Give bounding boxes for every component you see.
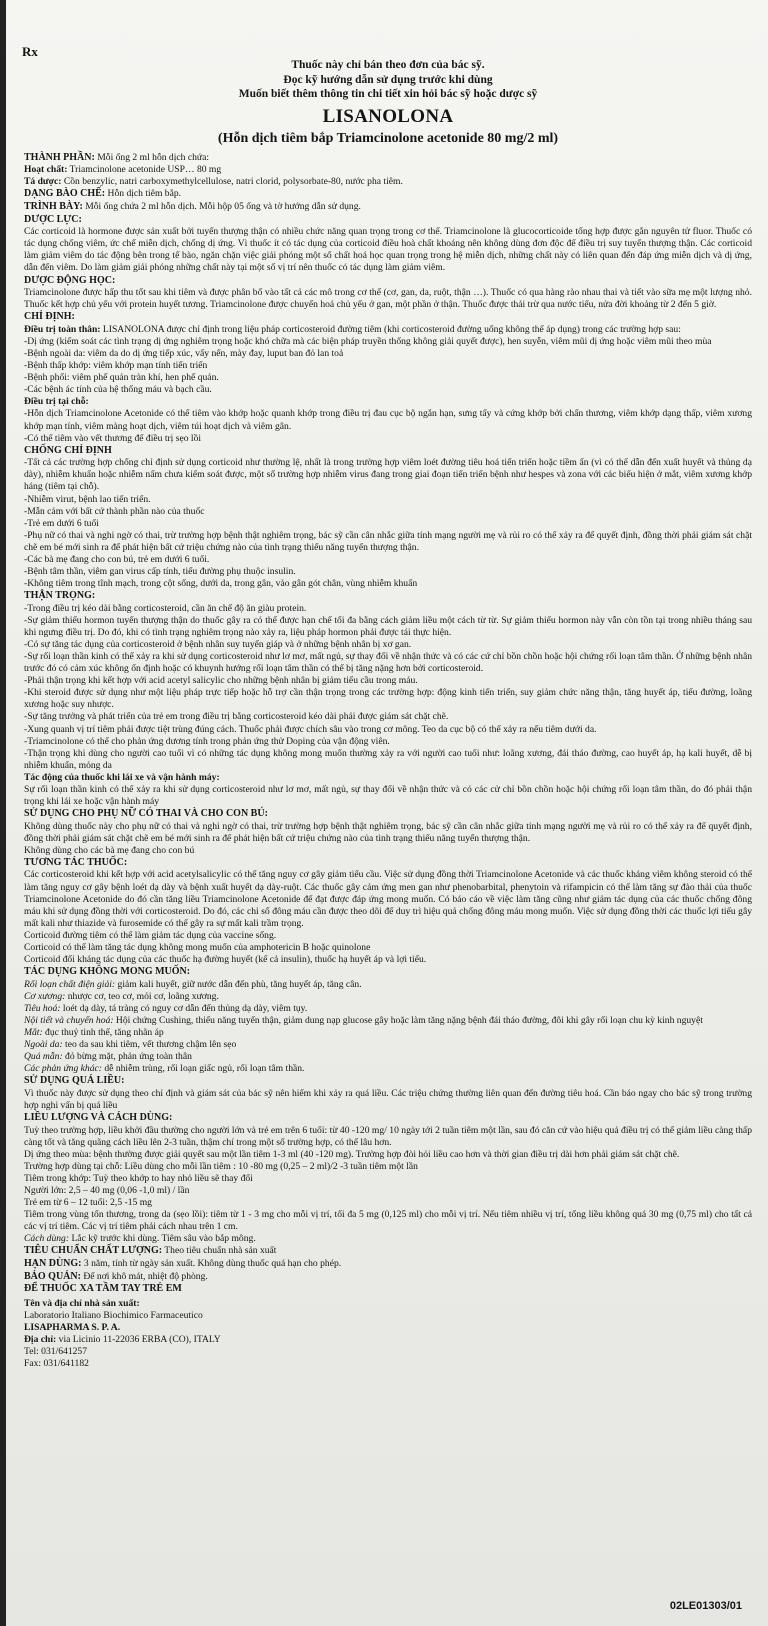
heading-precautions: THẬN TRỌNG: xyxy=(24,590,96,602)
dosage-form: DẠNG BÀO CHẾ: Hỗn dịch tiêm bắp. xyxy=(24,188,182,200)
heading-indications: CHỈ ĐỊNH: xyxy=(24,311,75,323)
heading-pharmacodynamics: DƯỢC LỰC: xyxy=(24,213,82,225)
presentation: TRÌNH BÀY: Mỗi ống chứa 2 ml hỗn dịch. Mỗi hộp 05 ống và tờ hướng dẫn sử dụng. xyxy=(24,201,361,213)
quality-standard: TIÊU CHUẨN CHẤT LƯỢNG: Theo tiêu chuẩn nhà sản xuất xyxy=(24,1245,277,1257)
composition: THÀNH PHẦN: Mỗi ống 2 ml hỗn dịch chứa: xyxy=(24,151,210,163)
product-name: LISANOLONA xyxy=(322,106,454,128)
heading-driving: Tác động của thuốc khi lái xe và vận hành máy: xyxy=(24,771,220,783)
heading-contraindications: CHỐNG CHỈ ĐỊNH xyxy=(24,444,112,456)
expiry: HẠN DÙNG: 3 năm, tính từ ngày sản xuất. Không dùng thuốc quá hạn cho phép. xyxy=(24,1258,342,1270)
heading-interactions: TƯƠNG TÁC THUỐC: xyxy=(24,856,128,868)
heading-pregnancy: SỬ DỤNG CHO PHỤ NỮ CÓ THAI VÀ CHO CON BÚ: xyxy=(24,808,268,820)
left-edge-bar xyxy=(0,0,6,1626)
storage: BẢO QUẢN: Để nơi khô mát, nhiệt độ phòng. xyxy=(24,1270,208,1282)
manufacturer-block: Tên và địa chỉ nhà sản xuất: Laboratorio Italiano Biochimico Farmaceutico LISAPHARMA S. P. A. Địa chỉ: via Licinio 11-22036 ERBA (CO), ITALY Tel: 031/641257 Fax: 031/641182 xyxy=(24,1297,221,1370)
heading-side-effects: TÁC DỤNG KHÔNG MONG MUỐN: xyxy=(24,966,191,978)
prescription-notice: Thuốc này chỉ bán theo đơn của bác sỹ. Đọc kỹ hướng dẫn sử dụng trước khi dùng Muốn biết thêm thông tin chi tiết xin hỏi bác sỹ hoặc dược sỹ xyxy=(238,59,538,101)
rx-symbol: Rx xyxy=(22,44,38,59)
heading-dosage: LIỀU LƯỢNG VÀ CÁCH DÙNG: xyxy=(24,1112,173,1124)
product-subtitle: (Hỗn dịch tiêm bắp Triamcinolone acetonide 80 mg/2 ml) xyxy=(217,131,559,147)
heading-overdose: SỬ DỤNG QUÁ LIỀU: xyxy=(24,1075,125,1087)
document-code: 02LE01303/01 xyxy=(669,1600,742,1613)
heading-pharmacokinetics: DƯỢC ĐỘNG HỌC: xyxy=(24,274,116,286)
leaflet-body: THÀNH PHẦN: Mỗi ống 2 ml hỗn dịch chứa: Hoạt chất: Triamcinolone acetonide USP… 80 mg Tá dược: Cồn benzylic, natri carboxymethylcellulose, natri clorid, polysorbate-80, nước pha tiêm. DẠNG BÀO CHẾ: Hỗn dịch tiêm bắp. TRÌNH BÀY: Mỗi ống chứa 2 ml hỗn dịch. Mỗi hộp 05 ống và tờ hướng dẫn sử dụng. DƯỢC LỰC: Các corticoid là hormone được sản xuất bởi tuyến thượng thận có nhiều chức năng quan trọng trong cơ thể. Triamcinolone là glucocorticoide tổng hợp được gắn nguyên tử fluor. Thuốc có tác dụng chống viêm, ức chế miễn dịch, chống dị ứng. Vì thuốc ít có tác dụng của corticoid điều hoà chất khoáng nên không dùng đơn độc để điều trị suy tuyến thượng thận. Các corticoid làm giảm viêm do tác động bên trong tế bào, ngăn chặn việc giải phóng một số chất hoá học quan trọng trong hệ miễn dịch, những chất này có liên quan đến đáp ứng miễn dịch và dị ứng, dẫn đến viêm. Do làm giảm giải phóng những chất này tại một số vị trí nên thuốc có tác dụng làm giảm viêm. DƯỢC ĐỘNG HỌC: Triamcinolone được hấp thu tốt sau khi tiêm và được phân bố vào tất cả các mô trong cơ thể (cơ, gan, da, ruột, thận …). Thuốc có qua hàng rào nhau thai và tiết vào sữa mẹ một lượng nhỏ. Thuốc kết hợp chủ yếu với protein huyết tương. Triamcinolone được chuyển hoá chủ yếu ở gan, một phần ở thận. Thuốc được thải trừ qua nước tiểu, nửa đời khoảng từ 2 đến 5 giờ. CHỈ ĐỊNH: Điều trị toàn thân: LISANOLONA được chỉ định trong liệu pháp corticosteroid đường tiêm (khi corticosteroid đường uống không thể áp dụng) trong các trường hợp sau: -Dị ứng (kiểm soát các tình trạng dị ứng nghiêm trọng hoặc khó chữa mà các biện pháp truyền thống không giải quyết được), hen suyễn, viêm mũi dị ứng hoặc viêm mũi theo mùa -Bệnh ngoài da: viêm da do dị ứng tiếp xúc, vẩy nến, mày đay, luput ban đỏ lan toả -Bệnh thấp khớp: viêm khớp mạn tính tiến triển -Bệnh phổi: viêm phế quản tràn khí, hen phế quản. -Các bệnh ác tính của hệ thống máu và bạch cầu. Điều trị tại chỗ: -Hỗn dịch Triamcinolone Acetonide có thể tiêm vào khớp hoặc quanh khớp trong điều trị đau cục bộ ngắn hạn, sưng tấy và cứng khớp bởi chấn thương, viêm khớp dạng thấp, viêm xương khớp mạn tính, viêm màng hoạt dịch, viêm túi hoạt dịch và viêm gân. -Có thể tiêm vào vết thương để điều trị sẹo lồi CHỐNG CHỈ ĐỊNH -Tất cả các trường hợp chống chỉ định sử dụng corticoid như thường lệ, nhất là trong trường hợp viêm loét đường tiêu hoá tiến triển hoặc tiềm ẩn (vì có thể dẫn đến xuất huyết và thủng dạ dày), nhiễm khuẩn hoặc nhiễm nấm chưa kiểm soát được, một số trường hợp nhiễm virus đang trong giai đoạn tiến triển bệnh như hespes và zona với các biểu hiện ở mắt, viêm xương khớp háng (tiêm tại chỗ). -Nhiễm virut, bệnh lao tiến triển. -Mẫn cảm với bất cứ thành phần nào của thuốc -Trẻ em dưới 6 tuổi -Phụ nữ có thai và nghi ngờ có thai, trừ trường hợp bệnh thật nghiêm trọng, bác sỹ cần cân nhắc giữa tính mạng người mẹ và rủi ro có thể xảy ra để quyết định, đồng thời phải giám sát chặt chẽ em bé mới sinh ra để phát hiện bất cứ triệu chứng nào của tình trạng thiểu năng tuyến thượng thận. -Các bà mẹ đang cho con bú, trẻ em dưới 6 tuổi. -Bệnh tâm thần, viêm gan virus cấp tính, tiểu đường phụ thuộc insulin. -Không tiêm trong tĩnh mạch, trong cột sống, dưới da, trong gân, vào gân gót chân, vùng nhiễm khuẩn THẬN TRỌNG: -Trong điều trị kéo dài bằng corticosteroid, cần ăn chế độ ăn giàu protein. -Sự giảm thiểu hormon tuyến thượng thận do thuốc gây ra có thể được hạn chế tối đa bằng cách giảm liều một cách từ từ. Sự giảm thiểu hormon này vẫn còn tồn tại trong nhiều tháng sau khi ngưng điều trị. Do đó, khi có tình trạng nghiêm trọng nào xảy ra, liệu pháp hormon phải được tái thực hiện. -Có sự tăng tác dụng của corticosteroid ở bệnh nhân suy tuyến giáp và ở những bệnh nhân bị xơ gan. -Sự rối loạn thần kinh có thể xảy ra khi sử dụng corticosteroid như lơ mơ, mất ngủ, sự thay đổi về nhận thức và có các cứ chỉ bồn chồn hoặc hội chứng rối loạn tâm thần. Ở những bệnh nhân trước đó có cảm xúc không ổn định hoặc có khuynh hướng rối loạn tâm thần có thể bị tăng nặng hơn bởi corticosteroid. -Phải thận trọng khi kết hợp với acid acetyl salicylic cho những bệnh nhân bị giảm tiểu cầu trong máu. -Khi steroid được sử dụng như một liệu pháp trực tiếp hoặc hỗ trợ cần thận trọng trong các trường hợp: động kinh tiến triển, suy giảm chức năng thận, tăng huyết áp, tiểu đường, loãng xương hoặc suy nhược. -Sự tăng trưởng và phát triển của trẻ em trong điều trị bằng corticosteroid kéo dài phải được giám sát chặt chẽ. -Xung quanh vị trí tiêm phải được tiệt trùng đúng cách. Thuốc phải được chích sâu vào trong cơ mông. Teo da cục bộ có thể xảy ra nếu tiêm dưới da. -Triamcinolone có thể cho phản ứng dương tính trong phản ứng thử Doping của vận động viên. -Thận trọng khi dùng cho người cao tuổi vì có những tác dụng không mong muốn thường xảy ra với người cao tuổi như: loãng xương, đái tháo đường, cao huyết áp, hạ kali huyết, dễ bị nhiễm khuẩn, mỏng da Tác động của thuốc khi lái xe và vận hành máy: Sự rối loạn thần kinh có thể xảy ra khi sử dụng corticosteroid như lơ mơ, mất ngủ, sự thay đổi về nhận thức và có các cử chỉ bồn chồn hoặc hội chứng rối loạn tâm thần, do đó phải thận trọng khi lái xe hoặc vận hành máy SỬ DỤNG CHO PHỤ NỮ CÓ THAI VÀ CHO CON BÚ: Không dùng thuốc này cho phụ nữ có thai và nghi ngờ có thai, trừ trường hợp bệnh thật nghiêm trọng, bác sỹ cần cân nhắc giữa tính mạng người mẹ và rủi ro có thể xảy ra để quyết định, đồng thời phải giám sát chặt chẽ em bé mới sinh ra để phát hiện bất cứ triệu chứng nào của tình trạng thiểu năng tuyến thượng thận. Không dùng cho các bà mẹ đang cho con bú TƯƠNG TÁC THUỐC: Các corticosteroid khi kết hợp với acid acetylsalicylic có thể tăng nguy cơ gây giảm tiểu cầu. Việc sử dụng đồng thời Triamcinolone Acetonide và các thuốc kháng viêm không steroid có thể làm tăng nguy cơ gây bệnh loét dạ dày và bệnh xuất huyết dạ dày-ruột. Các thuốc gây cảm ứng men gan như phenobarbital, phenytoin và rifampicin có thể làm tăng sự đào thải của thuốc Triamcinolone Acetonide do đó cần tăng liều Triamcinolone Acetonide để đạt được đáp ứng mong muốn. Có báo cáo về việc làm tăng cũng như giảm tác dụng của các thuốc chống đông máu khi sử dụng đồng thời với corticosteroid. Do đó, các chỉ số đông máu cần được theo dõi để duy trì hiệu quả chống đông máu mong muốn. Việc sử dụng đồng thời các thuốc lợi tiểu gây mất kali như thiazide và furosemide có thể gây ra sự mất kali trầm trọng. Corticoid đường tiêm có thể làm giảm tác dụng của vaccine sống. Corticoid có thể làm tăng tác dụng không mong muốn của amphotericin B hoặc quinolone Corticoid đối kháng tác dụng của các thuốc hạ đường huyết (kể cả insulin), thuốc hạ huyết áp và lợi tiểu. TÁC DỤNG KHÔNG MONG MUỐN: Rối loạn chất điện giải: giảm kali huyết, giữ nước dẫn đến phù, tăng huyết áp, tăng cân. Cơ xương: nhược cơ, teo cơ, mỏi cơ, loãng xương. Tiêu hoá: loét dạ dày, tá tràng có nguy cơ dẫn đến thủng dạ dày, viêm tụy. Nội tiết và chuyển hoá: Hội chứng Cushing, thiểu năng tuyến thận, giảm dung nạp glucose gây hoặc làm tăng nặng bệnh đái tháo đường, đôi khi gây rối loạn chu kỳ kinh nguyệt Mắt: đục thuỷ tinh thể, tăng nhãn áp Ngoài da: teo da sau khi tiêm, vết thương chậm lên sẹo Quá mẫn: đỏ bừng mặt, phản ứng toàn thân Các phản ứng khác: dễ nhiễm trùng, rối loạn giấc ngủ, rối loạn tâm thần. SỬ DỤNG QUÁ LIỀU: Vì thuốc này được sử dụng theo chỉ định và giám sát của bác sỹ nên hiếm khi xảy ra quá liều. Các triệu chứng thường liên quan đến đường tiêu hoá. Cần báo ngay cho bác sỹ trong trường hợp nghi vấn bị quá liều LIỀU LƯỢNG VÀ CÁCH DÙNG: Tuỳ theo trường hợp, liều khởi đầu thường cho người lớn và trẻ em trên 6 tuổi: từ 40 -120 mg/ 10 ngày tới 2 tuần tiêm một lần, sau đó căn cứ vào hiệu quả điều trị có thể giảm liều càng thấp càng tốt và tăng quãng cách liều lên 2-3 tuần, thậm chí trong một số trường hợp, có thể lâu hơn. Dị ứng theo mùa: bệnh thường được giải quyết sau một lần tiêm 1-3 ml (40 -120 mg). Trường hợp đòi hỏi liều cao hơn và thời gian điều trị dài hơn phải giám sát chặt chẽ. Trường hợp dùng tại chỗ: Liều dùng cho mỗi lần tiêm : 10 -80 mg (0,25 – 2 ml)/2 -3 tuần tiêm một lần Tiêm trong khớp: Tuỳ theo khớp to hay nhỏ liều sẽ thay đổi Người lớn: 2,5 – 40 mg (0,06 -1,0 ml) / lần Trẻ em từ 6 – 12 tuổi: 2,5 -15 mg Tiêm trong vùng tổn thương, trong da (sẹo lồi): tiêm từ 1 - 3 mg cho mỗi vị trí, tối đa 5 mg (0,125 ml) cho mỗi vị trí. Nếu tiêm nhiều vị trí, tổng liều không quá 30 mg (0,75 ml) cho tất cả các vị trí tiêm. Các vị trí tiêm phải cách nhau trên 1 cm. Cách dùng: Lắc kỹ trước khi dùng. Tiêm sâu vào bắp mông. TIÊU CHUẨN CHẤT LƯỢNG: Theo tiêu chuẩn nhà sản xuất HẠN DÙNG: 3 năm, tính từ ngày sản xuất. Không dùng thuốc quá hạn cho phép. BẢO QUẢN: Để nơi khô mát, nhiệt độ phòng. ĐỂ THUỐC XA TẦM TAY TRẺ EM Tên và địa chỉ nhà sản xuất: Laboratorio Italiano Biochimico Farmaceutico LISAPHARMA S. P. A. Địa chỉ: via Licinio 11-22036 ERBA (CO), ITALY Tel: 031/641257 Fax: 031/641182 xyxy=(24,151,752,1370)
keep-away-children: ĐỂ THUỐC XA TẦM TAY TRẺ EM xyxy=(24,1283,182,1295)
